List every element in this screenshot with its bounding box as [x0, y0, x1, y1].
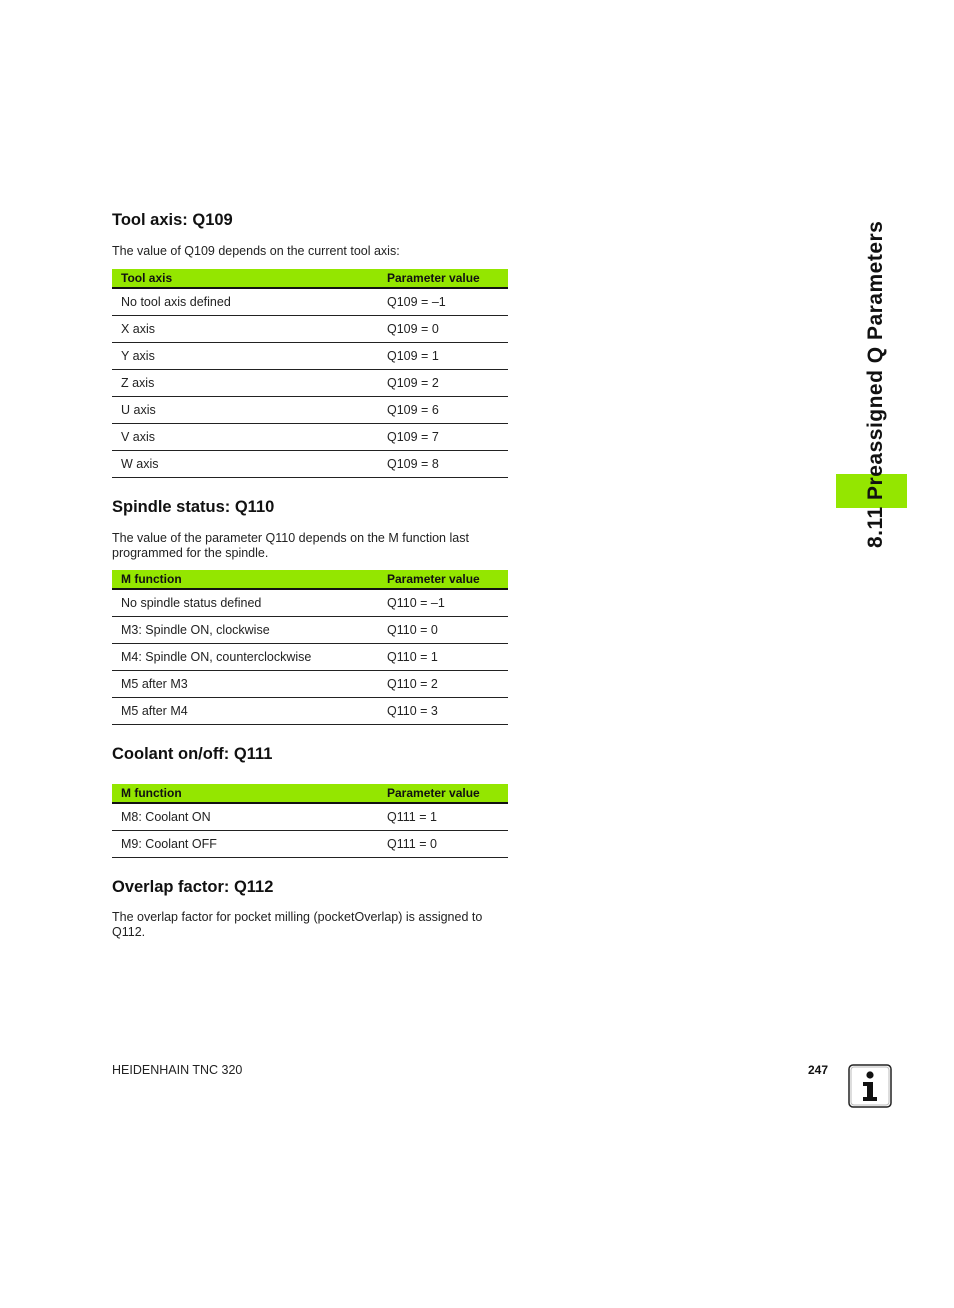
- spindle-status-table: [112, 570, 508, 725]
- table-cell: W axis: [112, 451, 378, 478]
- table-cell: Z axis: [112, 370, 378, 397]
- column-header: Parameter value: [378, 784, 508, 803]
- table-cell: M5 after M3: [112, 671, 378, 698]
- table-cell: M4: Spindle ON, counterclockwise: [112, 644, 378, 671]
- overlap-factor-heading: Overlap factor: Q112: [112, 878, 274, 896]
- tool-axis-description: The value of Q109 depends on the current tool axis:: [112, 244, 400, 258]
- column-header: M function: [112, 784, 378, 803]
- tool-axis-heading: Tool axis: Q109: [112, 211, 233, 229]
- table-header-row: [112, 269, 508, 288]
- chapter-title-vertical: 8.11 Preassigned Q Parameters: [864, 220, 887, 548]
- table-cell: Q109 = 0: [378, 316, 508, 343]
- table-row: [112, 316, 508, 343]
- coolant-table: [112, 784, 508, 858]
- table-row: [112, 589, 508, 617]
- table-cell: Y axis: [112, 343, 378, 370]
- table-header-row: [112, 784, 508, 803]
- table-row: [112, 803, 508, 831]
- table-cell: M9: Coolant OFF: [112, 831, 378, 858]
- table-cell: Q110 = 0: [378, 617, 508, 644]
- table-cell: Q111 = 0: [378, 831, 508, 858]
- table-cell: Q111 = 1: [378, 803, 508, 831]
- column-header: Parameter value: [378, 570, 508, 589]
- table-cell: No spindle status defined: [112, 589, 378, 617]
- table-row: [112, 451, 508, 478]
- table-row: [112, 671, 508, 698]
- table-cell: Q110 = 1: [378, 644, 508, 671]
- table-cell: X axis: [112, 316, 378, 343]
- column-header: M function: [112, 570, 378, 589]
- table-cell: Q109 = –1: [378, 288, 508, 316]
- table-cell: M5 after M4: [112, 698, 378, 725]
- table-cell: U axis: [112, 397, 378, 424]
- info-icon: [848, 1064, 892, 1108]
- table-cell: Q110 = 3: [378, 698, 508, 725]
- table-row: [112, 343, 508, 370]
- spindle-status-heading: Spindle status: Q110: [112, 498, 275, 516]
- table-header-row: [112, 570, 508, 589]
- table-cell: Q109 = 2: [378, 370, 508, 397]
- table-cell: No tool axis defined: [112, 288, 378, 316]
- spindle-status-description: The value of the parameter Q110 depends on the M function last programmed for the spindle.: [112, 531, 469, 560]
- table-row: [112, 698, 508, 725]
- table-cell: Q110 = 2: [378, 671, 508, 698]
- manual-title: HEIDENHAIN TNC 320: [112, 1063, 243, 1077]
- table-cell: Q109 = 7: [378, 424, 508, 451]
- table-cell: Q109 = 1: [378, 343, 508, 370]
- column-header: Tool axis: [112, 269, 378, 288]
- coolant-heading: Coolant on/off: Q111: [112, 745, 273, 763]
- table-row: [112, 831, 508, 858]
- overlap-factor-description: The overlap factor for pocket milling (pocketOverlap) is assigned to Q112.: [112, 910, 483, 939]
- table-cell: Q110 = –1: [378, 589, 508, 617]
- table-cell: M3: Spindle ON, clockwise: [112, 617, 378, 644]
- table-row: [112, 424, 508, 451]
- table-cell: Q109 = 6: [378, 397, 508, 424]
- table-cell: M8: Coolant ON: [112, 803, 378, 831]
- table-cell: V axis: [112, 424, 378, 451]
- table-row: [112, 397, 508, 424]
- table-row: [112, 370, 508, 397]
- table-cell: Q109 = 8: [378, 451, 508, 478]
- table-row: [112, 644, 508, 671]
- table-row: [112, 288, 508, 316]
- tool-axis-table: [112, 269, 508, 478]
- page-number: 247: [808, 1063, 829, 1077]
- table-row: [112, 617, 508, 644]
- column-header: Parameter value: [378, 269, 508, 288]
